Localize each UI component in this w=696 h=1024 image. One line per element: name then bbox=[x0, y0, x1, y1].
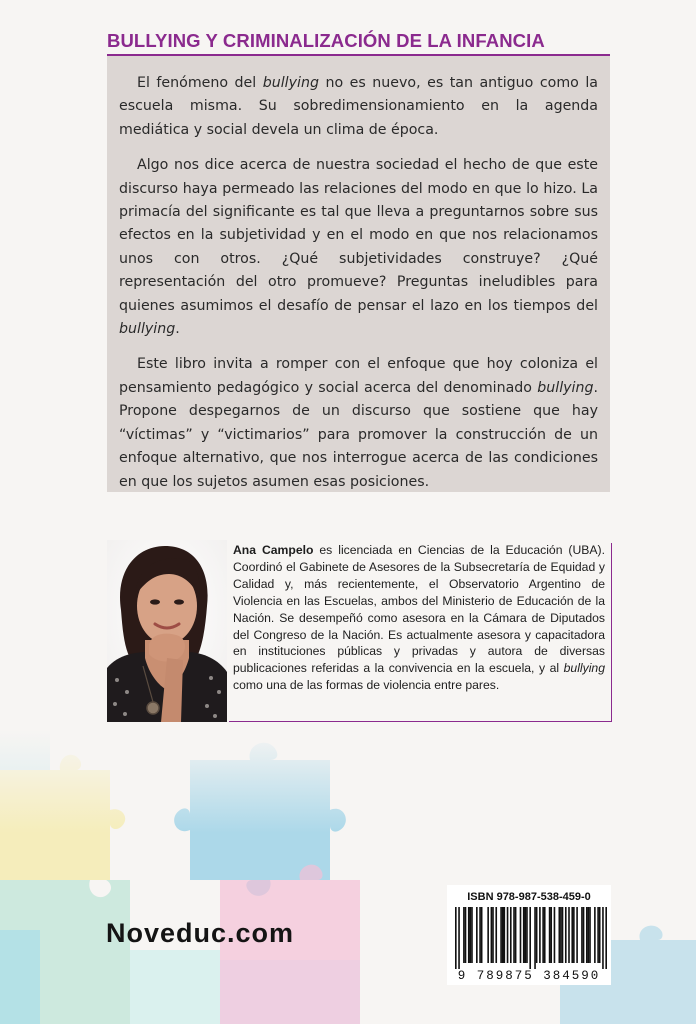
book-title: BULLYING Y CRIMINALIZACIÓN DE LA INFANCIA bbox=[107, 30, 545, 51]
barcode-bar bbox=[468, 907, 470, 963]
barcode-bar bbox=[565, 907, 567, 963]
author-photo bbox=[107, 540, 227, 722]
barcode-bar bbox=[586, 907, 588, 963]
barcode-digits: 9 789875 384590 bbox=[457, 969, 601, 983]
synopsis-paragraph: Algo nos dice acerca de nuestra sociedad el hecho de que este discurso haya permeado las relaciones del modo en que lo hizo. La primacía del significante es tal que lleva a preguntarnos sobre sus efectos en la subjetividad y en el modo en que nos relacionamos unos con otros. ¿Qué subjetividades construye? ¿Qué representación del otro promueve? Preguntas ineludibles para quienes asumimos el desafío de pensar el lazo en los tiempos del bullying. bbox=[119, 157, 598, 338]
barcode-bar bbox=[476, 907, 478, 963]
barcode-bar bbox=[492, 907, 494, 963]
barcode-bar bbox=[568, 907, 570, 963]
barcode-bar bbox=[571, 907, 573, 963]
barcode-bar bbox=[539, 907, 541, 963]
barcode-bar bbox=[455, 907, 457, 969]
barcode-bar bbox=[562, 907, 564, 963]
barcode-bar bbox=[597, 907, 599, 963]
barcode-bar bbox=[588, 907, 590, 963]
isbn-label: ISBN 978-987-538-459-0 bbox=[467, 891, 591, 903]
isbn-barcode bbox=[447, 885, 611, 985]
barcode-bar bbox=[599, 907, 601, 963]
barcode-bar bbox=[502, 907, 504, 963]
barcode-bar bbox=[583, 907, 585, 963]
barcode-bar bbox=[542, 907, 544, 963]
barcode-bar bbox=[544, 907, 546, 963]
barcode-bar bbox=[507, 907, 509, 963]
barcode-bar bbox=[525, 907, 527, 963]
barcode-bar bbox=[481, 907, 483, 963]
barcode-bar bbox=[487, 907, 489, 963]
barcode-bar bbox=[504, 907, 506, 963]
synopsis-box bbox=[107, 56, 610, 492]
barcode-bar bbox=[576, 907, 578, 963]
barcode-bar bbox=[491, 907, 493, 963]
barcode-bar bbox=[526, 907, 528, 963]
barcode-bar bbox=[589, 907, 591, 963]
barcode-bar bbox=[463, 907, 465, 963]
publisher-logo: Noveduc.com bbox=[106, 918, 295, 948]
barcode-bar bbox=[560, 907, 562, 963]
synopsis-paragraph: El fenómeno del bullying no es nuevo, es tan antiguo como la escuela misma. Su sobredimensionamiento en la agenda mediática y social devela un clima de época. bbox=[119, 75, 598, 138]
barcode-bar bbox=[465, 907, 467, 963]
barcode-bar bbox=[529, 907, 531, 969]
barcode-bar bbox=[536, 907, 538, 963]
barcode-bars bbox=[455, 907, 607, 969]
barcode-bar bbox=[581, 907, 583, 963]
barcode-bar bbox=[520, 907, 522, 963]
barcode-bar bbox=[513, 907, 515, 963]
barcode-bar bbox=[549, 907, 551, 963]
author-name: Ana Campelo bbox=[233, 543, 314, 557]
author-bio: Ana Campelo es licenciada en Ciencias de la Educación (UBA). Coordinó el Gabinete de Asesores de la Subsecretaría de Equidad y Calidad y, más recientemente, el Observatorio Argentino de Violencia en las Escuelas, ambos del Ministerio de Educación de la Nación. Se desempeñó como asesora en la Cámara de Diputados del Congreso de la Nación. Es actualmente asesora y capacitadora en instituciones públicas y privadas y autora de diversas publicaciones referidas a la convivencia en la escuela, y al bullying como una de las formas de violencia entre pares. bbox=[233, 543, 605, 693]
barcode-bar bbox=[470, 907, 472, 963]
barcode-bar bbox=[550, 907, 552, 963]
barcode-bar bbox=[523, 907, 525, 963]
barcode-bar bbox=[554, 907, 556, 963]
barcode-bar bbox=[534, 907, 536, 969]
barcode-bar bbox=[605, 907, 607, 969]
barcode-bar bbox=[510, 907, 512, 963]
bio-border-bottom bbox=[229, 721, 612, 722]
barcode-bar bbox=[602, 907, 604, 969]
barcode-bar bbox=[594, 907, 596, 963]
barcode-bar bbox=[471, 907, 473, 963]
bio-border-right bbox=[611, 543, 612, 721]
barcode-bar bbox=[458, 907, 460, 969]
barcode-bar bbox=[573, 907, 575, 963]
barcode-bar bbox=[479, 907, 481, 963]
barcode-bar bbox=[495, 907, 497, 963]
synopsis-paragraph: Este libro invita a romper con el enfoque que hoy coloniza el pensamiento pedagógico y social acerca del denominado bullying. Propone despegarnos de un discurso que sostiene que hay “víctimas” y “victimarios” para promover la construcción de un enfoque alternativo, que nos interrogue acerca de las condiciones en que los sujetos asumen esas posiciones. bbox=[119, 356, 598, 490]
barcode-bar bbox=[558, 907, 560, 963]
barcode-bar bbox=[515, 907, 517, 963]
barcode-bar bbox=[500, 907, 502, 963]
